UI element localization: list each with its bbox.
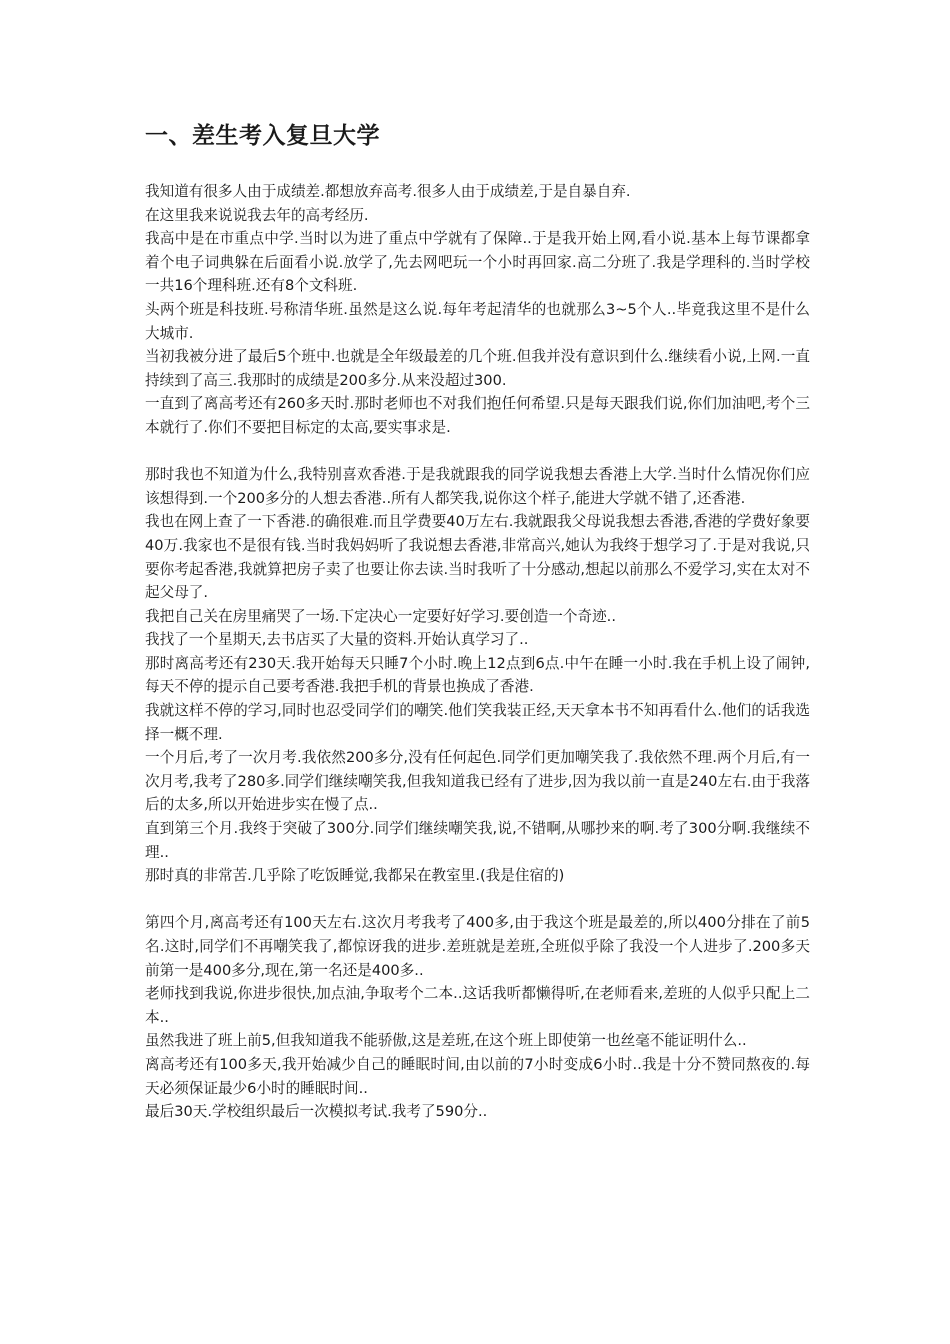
paragraph: 离高考还有100多天,我开始减少自己的睡眠时间,由以前的7小时变成6小时..我是十分不赞同熬夜的.每天必须保证最少6小时的睡眠时间.. — [145, 1055, 810, 1097]
paragraph: 老师找到我说,你进步很快,加点油,争取考个二本..这话我听都懒得听,在老师看来,差班的人似乎只配上二本.. — [145, 985, 810, 1026]
paragraph: 我把自己关在房里痛哭了一场.下定决心一定要好好学习.要创造一个奇迹.. — [145, 607, 616, 625]
paragraph: 在这里我来说说我去年的高考经历. — [145, 206, 369, 224]
blank-line — [145, 440, 810, 464]
paragraph: 第四个月,离高考还有100天左右.这次月考我考了400多,由于我这个班是最差的,所以400分排在了前5名.这时,同学们不再嘲笑我了,都惊讶我的进步.差班就是差班,全班似乎除了我没一个人进步了.200多天前第一是400多分,现在,第一名还是400多.. — [145, 914, 810, 979]
paragraph: 直到第三个月.我终于突破了300分.同学们继续嘲笑我,说,不错啊,从哪抄来的啊.考了300分啊.我继续不理.. — [145, 820, 810, 861]
paragraph: 一直到了离高考还有260多天时.那时老师也不对我们抱任何希望.只是每天跟我们说,你们加油吧,考个三本就行了.你们不要把目标定的太高,要实事求是. — [145, 395, 810, 436]
paragraph: 虽然我进了班上前5,但我知道我不能骄傲,这是差班,在这个班上即使第一也丝毫不能证明什么.. — [145, 1032, 747, 1050]
paragraph: 我找了一个星期天,去书店买了大量的资料.开始认真学习了.. — [145, 631, 529, 649]
paragraph: 头两个班是科技班.号称清华班.虽然是这么说.每年考起清华的也就那么3~5个人..毕竟我这里不是什么大城市. — [145, 300, 810, 342]
document-title: 一、差生考入复旦大学 — [145, 123, 380, 149]
blank-line — [145, 888, 810, 912]
paragraph: 最后30天.学校组织最后一次模拟考试.我考了590分.. — [145, 1103, 488, 1121]
paragraph: 那时真的非常苦.几乎除了吃饭睡觉,我都呆在教室里.(我是住宿的) — [145, 867, 565, 885]
paragraph: 那时离高考还有230天.我开始每天只睡7个小时.晚上12点到6点.中午在睡一小时.我在手机上设了闹钟,每天不停的提示自己要考香港.我把手机的背景也换成了香港. — [145, 654, 810, 696]
paragraph: 我高中是在市重点中学.当时以为进了重点中学就有了保障..于是我开始上网,看小说.基本上每节课都拿着个电子词典躲在后面看小说.放学了,先去网吧玩一个小时再回家.高二分班了.我是学理科的.当时学校一共16个理科班.还有8个文科班. — [145, 230, 810, 295]
document-page — [145, 118, 810, 1124]
paragraph: 一个月后,考了一次月考.我依然200多分,没有任何起色.同学们更加嘲笑我了.我依然不理.两个月后,有一次月考,我考了280多.同学们继续嘲笑我,但我知道我已经有了进步,因为我以前一直是240左右.由于我落后的太多,所以开始进步实在慢了点.. — [145, 749, 810, 814]
paragraph: 我也在网上查了一下香港.的确很难.而且学费要40万左右.我就跟我父母说我想去香港,香港的学费好象要40万.我家也不是很有钱.当时我妈妈听了我说想去香港,非常高兴,她认为我终于想学习了.于是对我说,只要你考起香港,我就算把房子卖了也要让你去读.当时我听了十分感动,想起以前那么不爱学习,实在太对不起父母了. — [145, 513, 810, 602]
document-body — [145, 180, 810, 1124]
paragraph: 我就这样不停的学习,同时也忍受同学们的嘲笑.他们笑我装正经,天天拿本书不知再看什么.他们的话我选择一概不理. — [145, 702, 810, 743]
paragraph: 那时我也不知道为什么,我特别喜欢香港.于是我就跟我的同学说我想去香港上大学.当时什么情况你们应该想得到.一个200多分的人想去香港..所有人都笑我,说你这个样子,能进大学就不错了,还香港. — [145, 466, 810, 507]
paragraph: 我知道有很多人由于成绩差.都想放弃高考.很多人由于成绩差,于是自暴自弃. — [145, 183, 631, 200]
paragraph: 当初我被分进了最后5个班中.也就是全年级最差的几个班.但我并没有意识到什么.继续看小说,上网.一直持续到了高三.我那时的成绩是200多分.从来没超过300. — [145, 348, 810, 389]
